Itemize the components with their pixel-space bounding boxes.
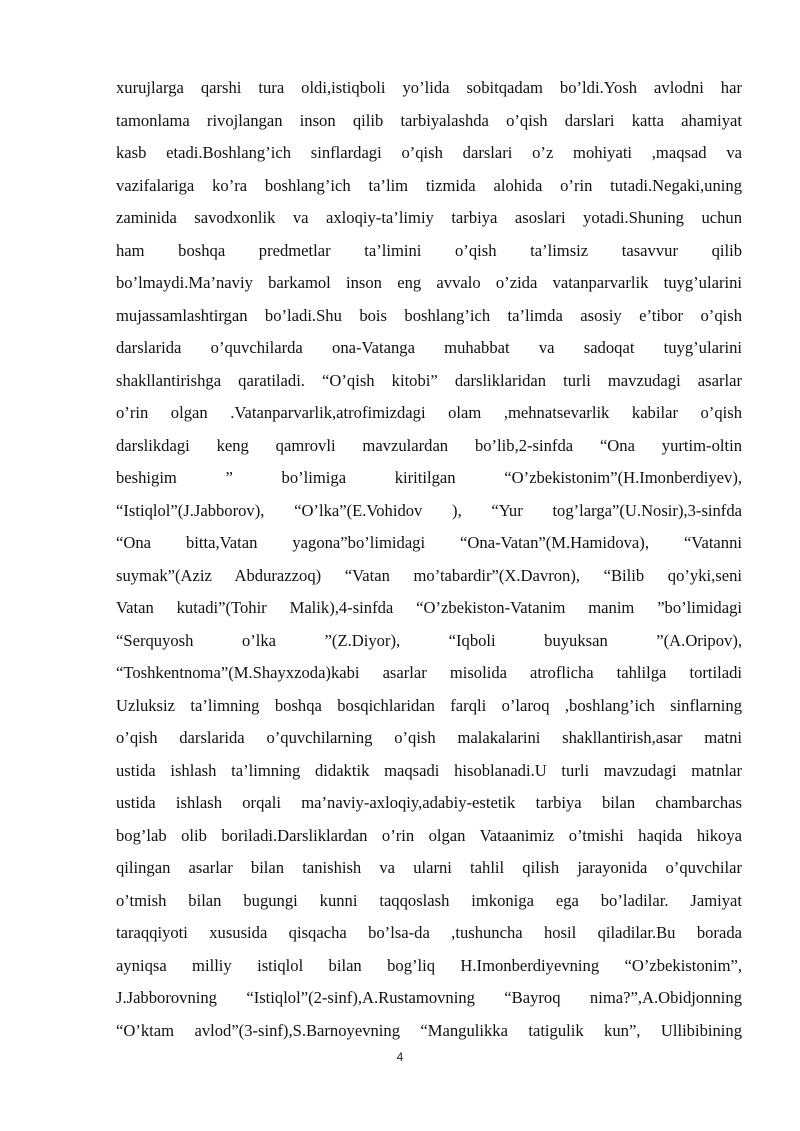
text-line: taraqqiyoti xususida qisqacha bo’lsa-da ,tushuncha hosil qiladilar.Bu borada [116, 923, 742, 942]
text-line: darslarida o’quvchilarda ona-Vatanga muhabbat va sadoqat tuyg’ularini [116, 338, 742, 357]
text-line: “Toshkentnoma”(M.Shayxzoda)kabi asarlar misolida atroflicha tahlilga tortiladi [116, 663, 742, 682]
text-line: kasb etadi.Boshlang’ich sinflardagi o’qish darslari o’z mohiyati ,maqsad va [116, 143, 742, 162]
text-line: shakllantirishga qaratiladi. “O’qish kitobi” darsliklaridan turli mavzudagi asarlar [116, 370, 742, 390]
page-number: 4 [396, 1050, 404, 1064]
text-line: “Istiqlol”(J.Jabborov), “O’lka”(E.Vohidov ), “Yur tog’larga”(U.Nosir),3-sinfda [116, 500, 742, 520]
text-line: zaminida savodxonlik va axloqiy-ta’limiy tarbiya asoslari yotadi.Shuning uchun [116, 208, 742, 227]
text-line: ustida ishlash orqali ma’naviy-axloqiy,adabiy-estetik tarbiya bilan chambarchas [116, 793, 742, 812]
text-line: “O’ktam avlod”(3-sinf),S.Barnoyevning “Mangulikka tatigulik kun”, Ullibibining [116, 1020, 742, 1040]
text-line: mujassamlashtirgan bo’ladi.Shu bois boshlang’ich ta’limda asosiy e’tibor o’qish [116, 305, 742, 325]
text-line: xurujlarga qarshi tura oldi,istiqboli yo’lida sobitqadam bo’ldi.Yosh avlodni har [116, 78, 742, 97]
text-line: “Serquyosh o’lka ”(Z.Diyor), “Iqboli buyuksan ”(A.Oripov), [116, 630, 742, 650]
text-line: ayniqsa milliy istiqlol bilan bog’liq H.Imonberdiyevning “O’zbekistonim”, [116, 955, 742, 975]
text-line: ustida ishlash ta’limning didaktik maqsadi hisoblanadi.U turli mavzudagi matnlar [116, 760, 742, 780]
text-line: J.Jabborovning “Istiqlol”(2-sinf),A.Rustamovning “Bayroq nima?”,A.Obidjonning [116, 988, 742, 1007]
text-line: qilingan asarlar bilan tanishish va ularni tahlil qilish jarayonida o’quvchilar [116, 858, 742, 877]
body-text [116, 72, 742, 1047]
text-line: ham boshqa predmetlar ta’limini o’qish ta’limsiz tasavvur qilib [116, 240, 742, 260]
text-line: bo’lmaydi.Ma’naviy barkamol inson eng avvalo o’zida vatanparvarlik tuyg’ularini [116, 273, 742, 292]
text-line: bog’lab olib boriladi.Darsliklardan o’rin olgan Vataanimiz o’tmishi haqida hikoya [116, 825, 742, 845]
text-line: suymak”(Aziz Abdurazzoq) “Vatan mo’tabardir”(X.Davron), “Bilib qo’yki,seni [116, 565, 742, 585]
text-line: “Ona bitta,Vatan yagona”bo’limidagi “Ona-Vatan”(M.Hamidova), “Vatanni [116, 533, 742, 552]
text-line: beshigim ” bo’limiga kiritilgan “O’zbekistonim”(H.Imonberdiyev), [116, 468, 742, 487]
text-line: Vatan kutadi”(Tohir Malik),4-sinfda “O’zbekiston-Vatanim manim ”bo’limidagi [116, 598, 742, 617]
text-line: o’rin olgan .Vatanparvarlik,atrofimizdagi olam ,mehnatsevarlik kabilar o’qish [116, 403, 742, 422]
text-line: tamonlama rivojlangan inson qilib tarbiyalashda o’qish darslari katta ahamiyat [116, 110, 742, 130]
text-line: o’qish darslarida o’quvchilarning o’qish malakalarini shakllantirish,asar matni [116, 728, 742, 747]
text-line: darslikdagi keng qamrovli mavzulardan bo’lib,2-sinfda “Ona yurtim-oltin [116, 435, 742, 455]
text-line: Uzluksiz ta’limning boshqa bosqichlaridan farqli o’laroq ,boshlang’ich sinflarning [116, 695, 742, 715]
text-line: o’tmish bilan bugungi kunni taqqoslash imkoniga ega bo’ladilar. Jamiyat [116, 890, 742, 910]
text-line: vazifalariga ko’ra boshlang’ich ta’lim tizmida alohida o’rin tutadi.Negaki,uning [116, 175, 742, 195]
